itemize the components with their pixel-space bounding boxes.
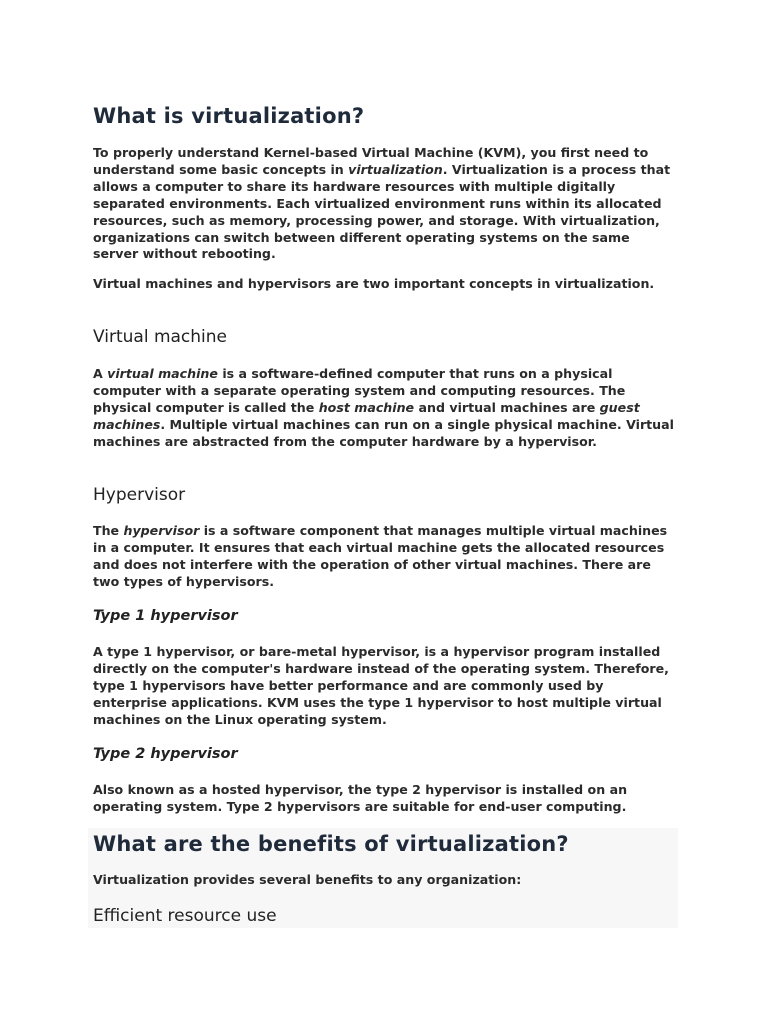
paragraph-benefits-intro: Virtualization provides several benefits to any organization: (93, 872, 522, 887)
heading-virtual-machine: Virtual machine (93, 327, 228, 347)
heading-hypervisor: Hypervisor (93, 485, 186, 505)
heading-type-2-hypervisor: Type 2 hypervisor (93, 746, 238, 762)
heading-type-1-hypervisor: Type 1 hypervisor (93, 608, 238, 624)
term-hypervisor: hypervisor (123, 523, 200, 538)
term-guest-machines: guest machines (93, 399, 640, 432)
term-virtualization: virtualization (348, 161, 443, 177)
paragraph-virtual-machine (93, 366, 678, 451)
paragraph-type-1: A type 1 hypervisor, or bare-metal hypervisor, is a hypervisor program installed directly on the computer's hardware instead of the operating system. Therefore, type 1 hypervisors have better performance and are commonly used by enterprise applications. KVM uses the type 1 hypervisor to host multiple virtual machines on the Linux operating system. (93, 644, 669, 727)
intro-text-end: . Virtualization is a process that allows a computer to share its hardware resources with multiple digitally separated environments. Each virtualized environment runs within its allocated resources, such as memory, processing power, and storage. With virtualization, organizations can switch between different operating systems on the same server without rebooting. (93, 161, 671, 262)
intro-text-start: To properly understand Kernel-based Virtual Machine (KVM), you first need to understand some basic concepts in (93, 145, 649, 177)
vm-text-a: A (93, 366, 108, 381)
paragraph-hypervisor (93, 523, 678, 591)
vm-text-mid1: is a software-defined computer that runs on a physical computer with a separate operating system and computing resources. The physical computer is called the (93, 366, 626, 415)
vm-text-mid2: and virtual machines are (414, 399, 600, 415)
heading-efficient-resource-use: Efficient resource use (93, 906, 277, 926)
heading-what-is-virtualization: What is virtualization? (93, 104, 365, 128)
vm-text-end: . Multiple virtual machines can run on a single physical machine. Virtual machines are abstracted from the computer hardware by a hypervisor. (93, 416, 674, 449)
term-virtual-machine: virtual machine (107, 366, 218, 381)
hv-text-rest: is a software component that manages multiple virtual machines in a computer. It ensures that each virtual machine gets the allocated resources and does not interfere with the operation of other virtual machines. There are two types of hypervisors. (93, 523, 668, 589)
paragraph-intro (93, 145, 678, 263)
heading-benefits: What are the benefits of virtualization? (93, 832, 569, 856)
paragraph-type-2: Also known as a hosted hypervisor, the type 2 hypervisor is installed on an operating system. Type 2 hypervisors are suitable for end-user computing. (93, 782, 628, 814)
hv-text-the: The (93, 523, 124, 538)
paragraph-concepts: Virtual machines and hypervisors are two important concepts in virtualization. (93, 276, 655, 291)
term-host-machine: host machine (318, 399, 415, 415)
